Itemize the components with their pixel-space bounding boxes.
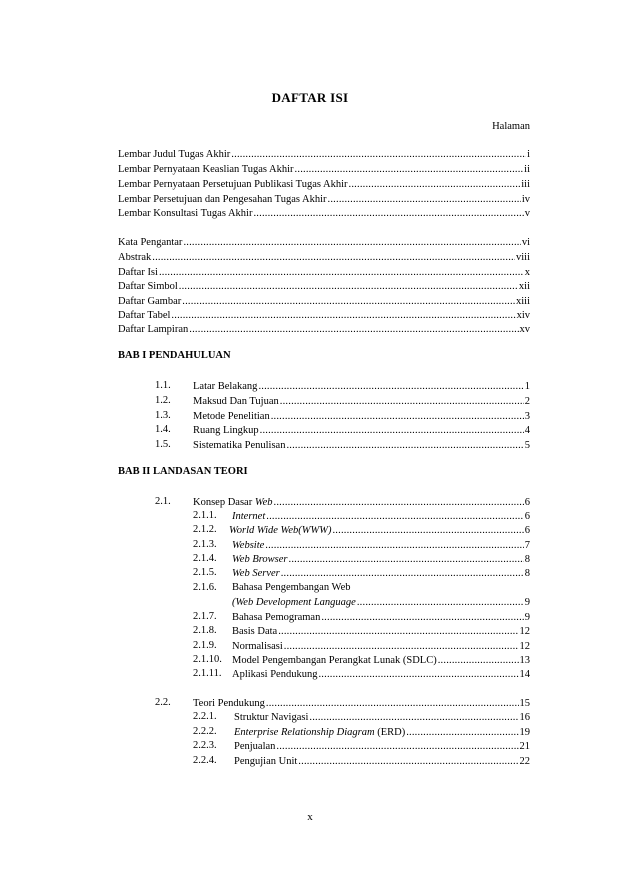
toc-entry: Struktur Navigasi ..... 16	[234, 711, 530, 725]
toc-entry: Lembar Konsultasi Tugas Akhir ..... v	[118, 207, 530, 221]
toc-entry: Lembar Judul Tugas Akhir ..... i	[118, 148, 530, 162]
subsection-number: 2.1.11.	[193, 668, 222, 679]
subsection-number: 2.1.1.	[193, 510, 217, 521]
chapter-heading: BAB I PENDAHULUAN	[118, 350, 231, 361]
toc-entry: Model Pengembangan Perangkat Lunak (SDLC) ..... 13	[232, 654, 530, 668]
toc-entry: Daftar Tabel ..... xiv	[118, 309, 530, 323]
subsection-number: 2.1.9.	[193, 640, 217, 651]
subsection-number: 2.1.5.	[193, 567, 217, 578]
toc-entry: Daftar Lampiran ..... xv	[118, 323, 530, 337]
section-number: 1.3.	[155, 410, 171, 421]
page-number: x	[307, 811, 313, 823]
toc-entry: Web Browser ..... 8	[232, 553, 530, 567]
toc-entry: Aplikasi Pendukung ..... 14	[232, 668, 530, 682]
toc-entry: Internet ..... 6	[232, 510, 530, 524]
toc-entry: Maksud Dan Tujuan ..... 2	[193, 395, 530, 409]
subsection-number: 2.1.2.	[193, 524, 217, 535]
subsection-number: 2.1.8.	[193, 625, 217, 636]
toc-entry: Web Server ..... 8	[232, 567, 530, 581]
section-number: 1.5.	[155, 439, 171, 450]
toc-entry: Lembar Pernyataan Keaslian Tugas Akhir ..... ii	[118, 163, 530, 177]
subsection-number: 2.1.10.	[193, 654, 222, 665]
section-number: 2.2.	[155, 697, 171, 708]
toc-entry: Bahasa Pemograman ..... 9	[232, 611, 530, 625]
page-title: DAFTAR ISI	[271, 90, 349, 105]
section-number: 1.4.	[155, 424, 171, 435]
halaman-label: Halaman	[492, 121, 530, 132]
chapter-heading: BAB II LANDASAN TEORI	[118, 466, 248, 477]
toc-entry-line1: Bahasa Pengembangan Web	[232, 582, 351, 593]
toc-entry: Penjualan ..... 21	[234, 740, 530, 754]
toc-entry: Pengujian Unit ..... 22	[234, 755, 530, 769]
toc-entry: Kata Pengantar ..... vi	[118, 236, 530, 250]
subsection-number: 2.1.4.	[193, 553, 217, 564]
toc-entry: Ruang Lingkup ..... 4	[193, 424, 530, 438]
toc-entry: Website ..... 7	[232, 539, 530, 553]
toc-entry: Normalisasi ..... 12	[232, 640, 530, 654]
section-number: 2.1.	[155, 496, 171, 507]
subsection-number: 2.1.6.	[193, 582, 217, 593]
subsection-number: 2.2.4.	[193, 755, 217, 766]
toc-entry: Daftar Simbol ..... xii	[118, 280, 530, 294]
toc-entry: Metode Penelitian ..... 3	[193, 410, 530, 424]
toc-entry: Enterprise Relationship Diagram (ERD) ..... 19	[234, 726, 530, 740]
subsection-number: 2.1.7.	[193, 611, 217, 622]
section-number: 1.1.	[155, 380, 171, 391]
subsection-number: 2.1.3.	[193, 539, 217, 550]
toc-entry: World Wide Web(WWW) ..... 6	[229, 524, 530, 538]
toc-entry: Abstrak ..... viii	[118, 251, 530, 265]
toc-entry: Sistematika Penulisan ..... 5	[193, 439, 530, 453]
section-number: 1.2.	[155, 395, 171, 406]
toc-entry: Lembar Persetujuan dan Pengesahan Tugas Akhir ..... iv	[118, 193, 530, 207]
toc-entry: Lembar Pernyataan Persetujuan Publikasi Tugas Akhir ..... iii	[118, 178, 530, 192]
toc-entry: Basis Data ..... 12	[232, 625, 530, 639]
toc-entry: Latar Belakang ..... 1	[193, 380, 530, 394]
toc-entry: Daftar Isi ..... x	[118, 266, 530, 280]
toc-entry: Konsep Dasar Web ..... 6	[193, 496, 530, 510]
toc-entry: Daftar Gambar ..... xiii	[118, 295, 530, 309]
subsection-number: 2.2.2.	[193, 726, 217, 737]
toc-entry: (Web Development Language ..... 9	[232, 596, 530, 610]
subsection-number: 2.2.3.	[193, 740, 217, 751]
subsection-number: 2.2.1.	[193, 711, 217, 722]
toc-entry: Teori Pendukung ..... 15	[193, 697, 530, 711]
